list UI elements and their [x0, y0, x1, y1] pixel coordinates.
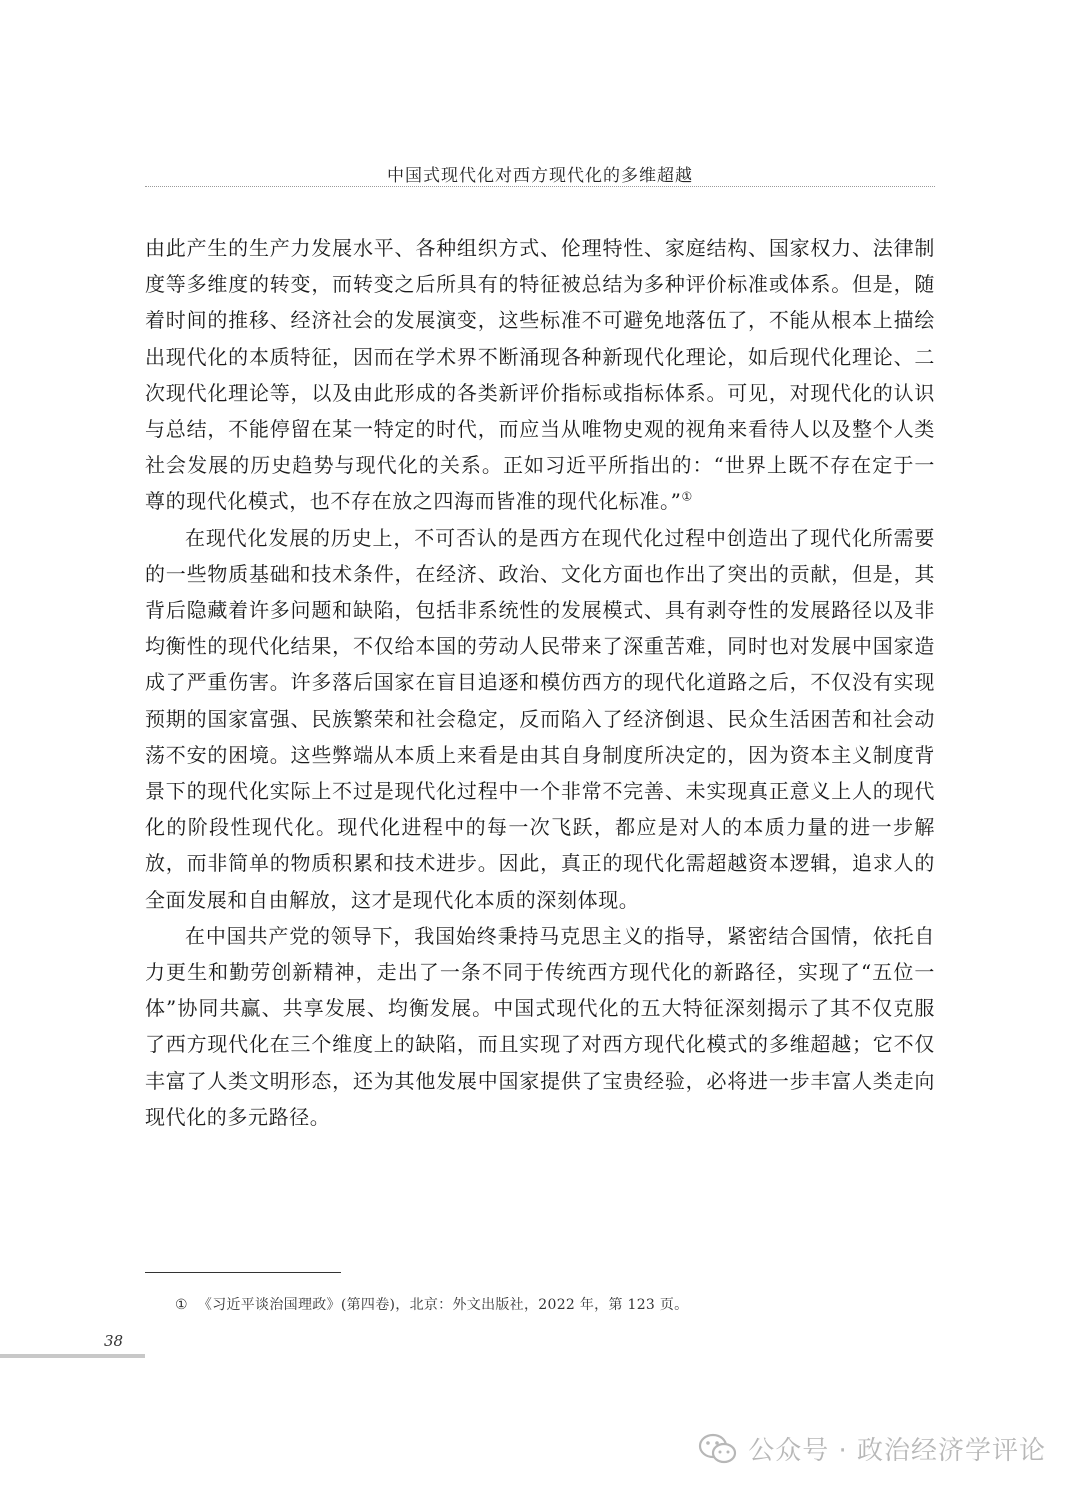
paragraph-1-text: 由此产生的生产力发展水平、各种组织方式、伦理特性、家庭结构、国家权力、法律制度等多维度的转变，而转变之后所具有的特征被总结为多种评价标准或体系。但是，随着时间的推移、经济社会的发展演变，这些标准不可避免地落伍了，不能从根本上描绘出现代化的本质特征，因而在学术界不断涌现各种新现代化理论，如后现代化理论、二次现代化理论等，以及由此形成的各类新评价指标或指标体系。可见，对现代化的认识与总结，不能停留在某一特定的时代，而应当从唯物史观的视角来看待人以及整个人类社会发展的历史趋势与现代化的关系。正如习近平所指出的：“世界上既不存在定于一尊的现代化模式，也不存在放之四海而皆准的现代化标准。”	[145, 236, 935, 514]
paragraph-3-text: 在中国共产党的领导下，我国始终秉持马克思主义的指导，紧密结合国情，依托自力更生和勤劳创新精神，走出了一条不同于传统西方现代化的新路径，实现了“五位一体”协同共赢、共享发展、均衡发展。中国式现代化的五大特征深刻揭示了其不仅克服了西方现代化在三个维度上的缺陷，而且实现了对西方现代化模式的多维超越；它不仅丰富了人类文明形态，还为其他发展中国家提供了宝贵经验，必将进一步丰富人类走向现代化的多元路径。	[145, 923, 935, 1129]
footnote-reference[interactable]: ①	[681, 489, 693, 504]
footnote-text: 《习近平谈治国理政》(第四卷)，北京：外文出版社，2022 年，第 123 页。	[197, 1297, 689, 1313]
footnote-marker: ①	[175, 1297, 188, 1313]
footnote-divider	[145, 1272, 341, 1273]
paragraph-3	[145, 918, 935, 1135]
page-number-bar	[0, 1354, 145, 1358]
wechat-icon	[698, 1432, 738, 1466]
paragraph-2-text: 在现代化发展的历史上，不可否认的是西方在现代化过程中创造出了现代化所需要的一些物质基础和技术条件，在经济、政治、文化方面也作出了突出的贡献，但是，其背后隐藏着许多问题和缺陷，包括非系统性的发展模式、具有剥夺性的发展路径以及非均衡性的现代化结果，不仅给本国的劳动人民带来了深重苦难，同时也对发展中国家造成了严重伤害。许多落后国家在盲目追逐和模仿西方的现代化道路之后，不仅没有实现预期的国家富强、民族繁荣和社会稳定，反而陷入了经济倒退、民众生活困苦和社会动荡不安的困境。这些弊端从本质上来看是由其自身制度所决定的，因为资本主义制度背景下的现代化实际上不过是现代化过程中一个非常不完善、未实现真正意义上人的现代化的阶段性现代化。现代化进程中的每一次飞跃，都应是对人的本质力量的进一步解放，而非简单的物质积累和技术进步。因此，真正的现代化需超越资本逻辑，追求人的全面发展和自由解放，这才是现代化本质的深刻体现。	[145, 525, 935, 912]
running-head: 中国式现代化对西方现代化的多维超越	[387, 166, 693, 186]
header-divider	[145, 186, 935, 187]
watermark	[698, 1430, 1046, 1467]
watermark-text: 公众号 · 政治经济学评论	[748, 1436, 1046, 1466]
page-number: 38	[104, 1332, 124, 1350]
footnote	[175, 1294, 935, 1314]
paragraph-1	[145, 230, 935, 520]
paragraph-2	[145, 520, 935, 918]
body-text	[145, 230, 935, 1135]
